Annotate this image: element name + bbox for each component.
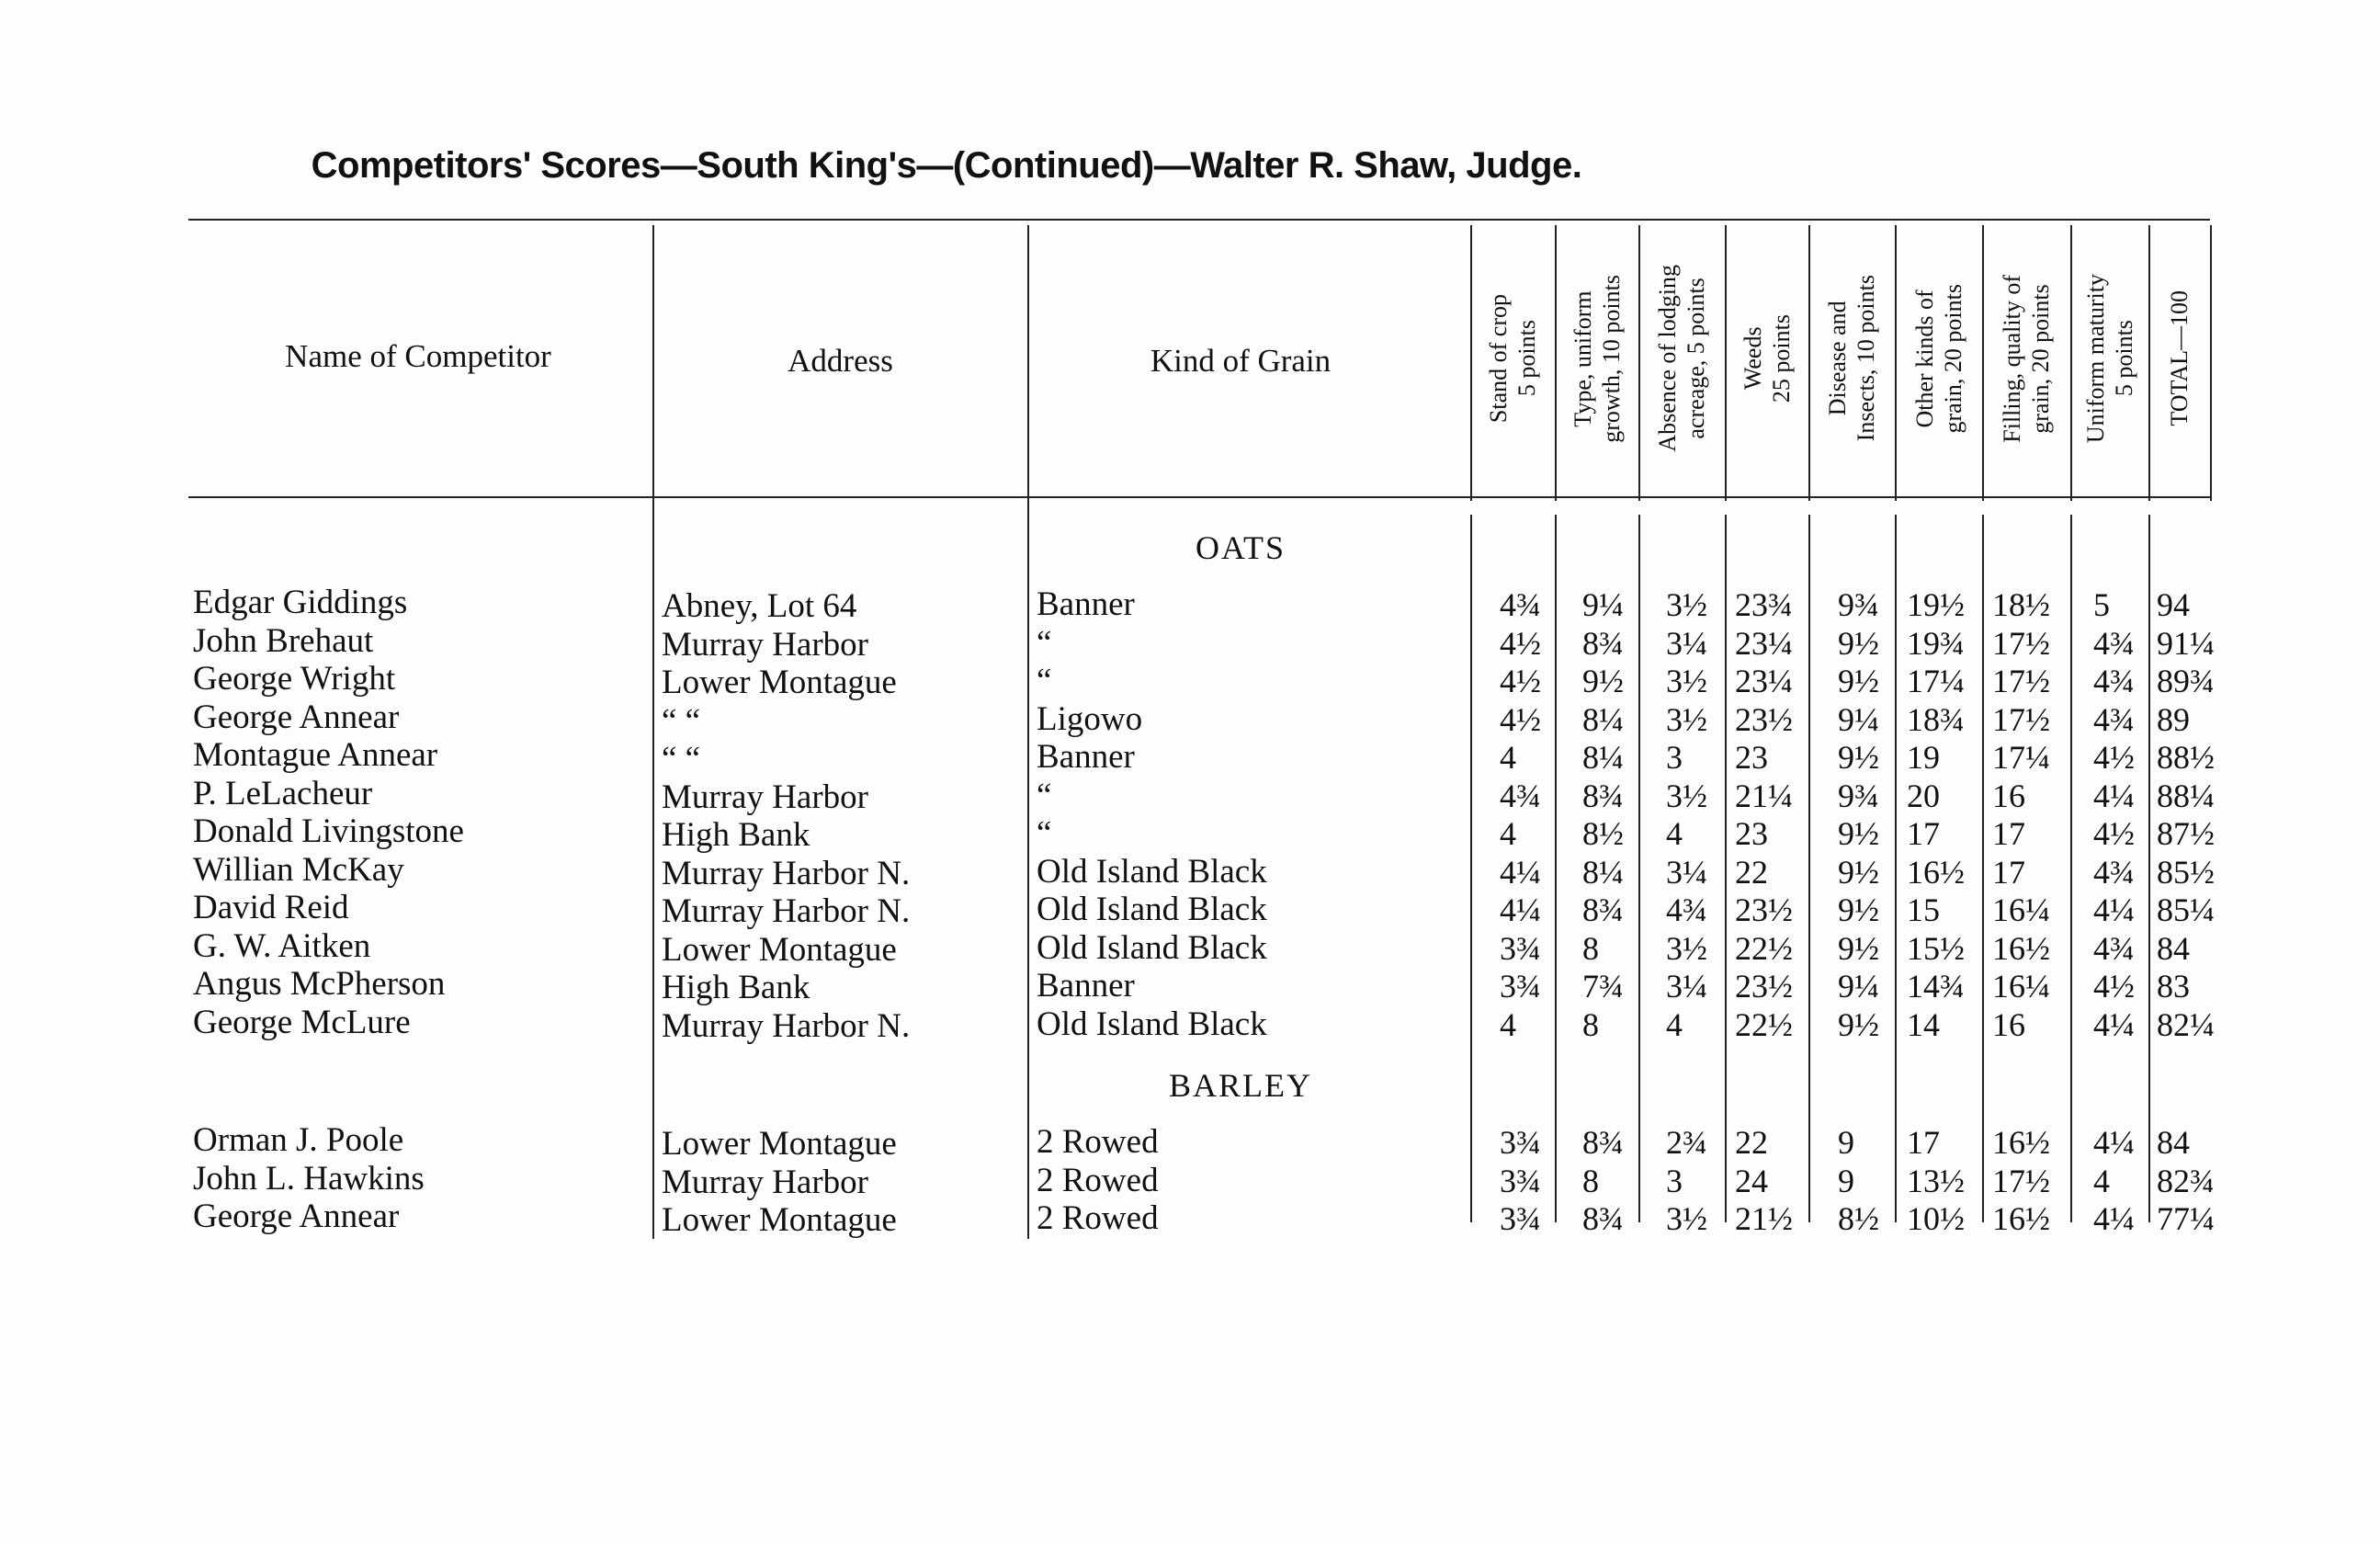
column-rule <box>1808 515 1810 1222</box>
score-cell: 16½ <box>1992 929 2050 967</box>
score-cell: 16 <box>1992 777 2025 814</box>
score-cell: 3½ <box>1666 929 1707 967</box>
score-cell: 9¾ <box>1838 777 1879 814</box>
competitor-name: David Reid <box>193 889 349 926</box>
competitor-name: Angus McPherson <box>193 965 446 1003</box>
grain-kind: Ligowo <box>1037 699 1143 738</box>
grain-kind: Banner <box>1037 585 1135 623</box>
score-cell: 23½ <box>1735 968 1793 1005</box>
grain-kind: 2 Rowed <box>1037 1161 1159 1199</box>
score-cell: 4¾ <box>2093 700 2135 738</box>
score-cell: 9½ <box>1838 624 1879 662</box>
score-cell: 87½ <box>2157 815 2215 852</box>
section-heading: OATS <box>1195 529 1286 566</box>
score-cell: 9¼ <box>1838 968 1879 1005</box>
score-cell: 3¾ <box>1500 1124 1541 1161</box>
score-cell: 9 <box>1838 1124 1854 1161</box>
score-cell: 4¾ <box>1666 891 1707 928</box>
score-column-header <box>2070 221 2148 496</box>
score-cell: 4¼ <box>2093 1200 2135 1237</box>
score-cell: 17½ <box>1992 700 2050 738</box>
score-cell: 17¼ <box>1992 739 2050 776</box>
competitor-name: George Annear <box>193 1198 400 1235</box>
competitor-address: “ “ <box>662 740 701 778</box>
score-cell: 18¾ <box>1907 700 1965 738</box>
score-column-header <box>1638 221 1725 496</box>
competitor-name: Edgar Giddings <box>193 584 408 621</box>
grain-kind: Banner <box>1037 967 1135 1005</box>
score-column-header-line: Stand of crop <box>1485 293 1512 424</box>
score-cell: 16½ <box>1992 1200 2050 1237</box>
column-rule <box>1725 515 1727 1222</box>
score-cell: 23½ <box>1735 700 1793 738</box>
competitor-name: Donald Livingstone <box>193 812 464 850</box>
column-rule <box>1555 515 1557 1222</box>
score-cell: 18½ <box>1992 586 2050 623</box>
header-name: Name of Competitor <box>285 338 551 374</box>
score-cell: 3¼ <box>1666 968 1707 1005</box>
score-cell: 3 <box>1666 1162 1683 1199</box>
competitor-address: Lower Montague <box>662 930 897 969</box>
score-cell: 88½ <box>2157 739 2215 776</box>
score-column-header-line: Insects, 10 points <box>1853 275 1879 442</box>
score-cell: 8¾ <box>1582 1200 1624 1237</box>
score-cell: 15 <box>1907 891 1940 928</box>
grain-kind: 2 Rowed <box>1037 1123 1159 1161</box>
score-cell: 20 <box>1907 777 1940 814</box>
competitor-name: George McLure <box>193 1003 411 1041</box>
score-cell: 3¾ <box>1500 1200 1541 1237</box>
score-cell: 4 <box>1666 815 1683 852</box>
score-cell: 4¾ <box>2093 853 2135 891</box>
column-rule <box>1470 515 1472 1222</box>
score-cell: 4¼ <box>2093 891 2135 928</box>
score-cell: 4 <box>1500 739 1516 776</box>
score-column-header-line: TOTAL—100 <box>2166 290 2193 426</box>
score-cell: 91¼ <box>2157 624 2215 662</box>
score-cell: 17½ <box>1992 624 2050 662</box>
score-cell: 3½ <box>1666 700 1707 738</box>
score-cell: 17 <box>1907 1124 1940 1161</box>
score-cell: 8¾ <box>1582 777 1624 814</box>
score-cell: 8¾ <box>1582 891 1624 928</box>
score-cell: 4 <box>1666 1005 1683 1043</box>
score-cell: 88¼ <box>2157 777 2215 814</box>
competitor-address: Abney, Lot 64 <box>662 587 857 625</box>
score-cell: 3¾ <box>1500 1162 1541 1199</box>
column-rule <box>1638 515 1640 1222</box>
score-column-header-line: 25 points <box>1767 313 1795 403</box>
score-cell: 9½ <box>1838 739 1879 776</box>
score-column-header <box>1895 221 1982 496</box>
score-cell: 9¼ <box>1582 586 1624 623</box>
score-column-header-line: grain, 20 points <box>2027 283 2054 434</box>
score-cell: 4¼ <box>1500 853 1541 891</box>
header-bottom-rule <box>188 496 2210 498</box>
score-cell: 3½ <box>1666 777 1707 814</box>
score-column-header-line: Other kinds of <box>1910 289 1938 428</box>
score-cell: 4½ <box>1500 663 1541 699</box>
score-cell: 16½ <box>1992 1124 2050 1161</box>
score-cell: 8¾ <box>1582 1124 1624 1161</box>
column-rule <box>1895 515 1897 1222</box>
column-rule <box>1982 515 1984 1222</box>
score-cell: 8 <box>1582 1162 1599 1199</box>
header-address: Address <box>788 343 893 379</box>
score-column-header-line: acreage, 5 points <box>1683 278 1709 439</box>
score-cell: 8 <box>1582 1005 1599 1043</box>
score-column-header-line: 5 points <box>2110 320 2137 397</box>
grain-kind: “ <box>1037 623 1052 662</box>
score-cell: 22 <box>1735 1124 1768 1161</box>
competitor-address: “ “ <box>662 701 701 740</box>
score-column-header-line: Filling, quality of <box>1999 274 2025 443</box>
score-cell: 24 <box>1735 1162 1768 1199</box>
score-cell: 16 <box>1992 1005 2025 1043</box>
score-cell: 4 <box>2093 1162 2110 1199</box>
score-cell: 9½ <box>1582 663 1624 699</box>
score-cell: 9½ <box>1838 929 1879 967</box>
score-cell: 3½ <box>1666 586 1707 623</box>
score-cell: 9¼ <box>1838 700 1879 738</box>
score-cell: 17½ <box>1992 1162 2050 1199</box>
competitor-address: Murray Harbor <box>662 625 868 664</box>
score-cell: 94 <box>2157 586 2190 623</box>
score-cell: 23 <box>1735 815 1768 852</box>
competitor-address: Murray Harbor N. <box>662 1006 911 1045</box>
score-cell: 5 <box>2093 586 2110 623</box>
score-column-header <box>1725 221 1808 496</box>
score-cell: 16¼ <box>1992 891 2050 928</box>
score-cell: 4¼ <box>2093 1005 2135 1043</box>
score-cell: 3½ <box>1666 1200 1707 1237</box>
score-cell: 8½ <box>1838 1200 1879 1237</box>
score-cell: 19 <box>1907 739 1940 776</box>
score-cell: 21½ <box>1735 1200 1793 1237</box>
score-cell: 23½ <box>1735 891 1793 928</box>
score-cell: 23¼ <box>1735 624 1793 662</box>
score-cell: 82¾ <box>2157 1162 2215 1199</box>
score-cell: 8½ <box>1582 815 1624 852</box>
score-column-header <box>1982 221 2070 496</box>
score-column-header-line: Type, uniform <box>1569 290 1596 427</box>
score-cell: 22½ <box>1735 1005 1793 1043</box>
competitor-address: Lower Montague <box>662 1201 897 1239</box>
score-cell: 8 <box>1582 929 1599 967</box>
score-column-header <box>1808 221 1895 496</box>
score-cell: 2¾ <box>1666 1124 1707 1161</box>
score-cell: 8¼ <box>1582 739 1624 776</box>
score-cell: 3½ <box>1666 663 1707 699</box>
competitor-name: John L. Hawkins <box>193 1159 425 1198</box>
score-cell: 9½ <box>1838 891 1879 928</box>
competitor-name: G. W. Aitken <box>193 926 371 965</box>
score-cell: 19½ <box>1907 586 1965 623</box>
score-cell: 16½ <box>1907 853 1965 891</box>
score-cell: 84 <box>2157 929 2190 967</box>
grain-kind: “ <box>1037 814 1052 852</box>
grain-kind: “ <box>1037 776 1052 814</box>
competitor-address: Murray Harbor <box>662 1163 868 1201</box>
score-cell: 82¼ <box>2157 1005 2215 1043</box>
grain-kind: Old Island Black <box>1037 928 1267 967</box>
score-cell: 4½ <box>2093 968 2135 1005</box>
score-cell: 16¼ <box>1992 968 2050 1005</box>
score-cell: 9½ <box>1838 815 1879 852</box>
score-cell: 4¾ <box>1500 586 1541 623</box>
score-cell: 17 <box>1992 853 2025 891</box>
score-column-header-line: Disease and <box>1824 301 1851 416</box>
score-cell: 8¼ <box>1582 853 1624 891</box>
score-cell: 17½ <box>1992 663 2050 699</box>
competitor-address: Murray Harbor N. <box>662 854 911 892</box>
score-cell: 22 <box>1735 853 1768 891</box>
score-cell: 19¾ <box>1907 624 1965 662</box>
score-cell: 15½ <box>1907 929 1965 967</box>
score-cell: 21¼ <box>1735 777 1793 814</box>
score-cell: 4¾ <box>2093 929 2135 967</box>
score-cell: 14 <box>1907 1005 1940 1043</box>
score-column-header-line: Uniform maturity <box>2081 273 2109 444</box>
score-cell: 4½ <box>2093 815 2135 852</box>
competitor-name: Montague Annear <box>193 736 438 774</box>
score-cell: 7¾ <box>1582 968 1624 1005</box>
score-cell: 22½ <box>1735 929 1793 967</box>
score-cell: 23¼ <box>1735 663 1793 699</box>
competitor-name: Willian McKay <box>193 850 404 889</box>
grain-kind: “ <box>1037 662 1052 699</box>
score-cell: 4 <box>1500 1005 1516 1043</box>
score-cell: 14¾ <box>1907 968 1965 1005</box>
score-cell: 4¾ <box>1500 777 1541 814</box>
score-cell: 8¾ <box>1582 624 1624 662</box>
score-cell: 9 <box>1838 1162 1854 1199</box>
score-column-header-line: 5 points <box>1513 320 1540 397</box>
section-heading: BARLEY <box>1169 1067 1312 1104</box>
score-cell: 3¼ <box>1666 624 1707 662</box>
score-cell: 4½ <box>1500 700 1541 738</box>
competitor-name: P. LeLacheur <box>193 774 373 812</box>
score-cell: 83 <box>2157 968 2190 1005</box>
grain-kind: 2 Rowed <box>1037 1199 1159 1237</box>
competitor-address: High Bank <box>662 816 810 854</box>
score-cell: 17¼ <box>1907 663 1965 699</box>
score-column-header-line: growth, 10 points <box>1597 274 1625 443</box>
score-cell: 77¼ <box>2157 1200 2215 1237</box>
score-column-header <box>1470 221 1555 496</box>
score-cell: 4¾ <box>2093 663 2135 699</box>
score-cell: 3¾ <box>1500 929 1541 967</box>
score-cell: 4½ <box>1500 624 1541 662</box>
score-cell: 3¾ <box>1500 968 1541 1005</box>
score-column-header-line: Absence of lodging <box>1654 265 1681 452</box>
competitor-name: George Annear <box>193 698 400 736</box>
score-cell: 4¾ <box>2093 624 2135 662</box>
score-cell: 23 <box>1735 739 1768 776</box>
score-cell: 4¼ <box>2093 777 2135 814</box>
score-cell: 89 <box>2157 700 2190 738</box>
score-cell: 9½ <box>1838 853 1879 891</box>
grain-kind: Banner <box>1037 738 1135 776</box>
page-title: Competitors' Scores—South King's—(Continued)—Walter R. Shaw, Judge. <box>311 145 1582 186</box>
competitor-address: Lower Montague <box>662 1125 897 1163</box>
competitor-name: John Brehaut <box>193 621 374 660</box>
score-cell: 4¼ <box>2093 1124 2135 1161</box>
score-cell: 4 <box>1500 815 1516 852</box>
competitor-address: Murray Harbor <box>662 778 868 816</box>
column-rule <box>2070 515 2072 1222</box>
score-cell: 8¼ <box>1582 700 1624 738</box>
score-cell: 84 <box>2157 1124 2190 1161</box>
header-grain: Kind of Grain <box>1150 343 1332 379</box>
score-column-header <box>1555 221 1638 496</box>
competitor-address: Murray Harbor N. <box>662 892 911 930</box>
competitor-name: Orman J. Poole <box>193 1121 404 1159</box>
column-rule <box>2148 515 2150 1222</box>
grain-kind: Old Island Black <box>1037 852 1267 891</box>
score-cell: 85½ <box>2157 853 2215 891</box>
score-cell: 9¾ <box>1838 586 1879 623</box>
score-cell: 13½ <box>1907 1162 1965 1199</box>
score-cell: 85¼ <box>2157 891 2215 928</box>
score-cell: 10½ <box>1907 1200 1965 1237</box>
score-cell: 4½ <box>2093 739 2135 776</box>
score-column-header <box>2148 221 2210 496</box>
score-cell: 89¾ <box>2157 663 2215 699</box>
score-cell: 23¾ <box>1735 586 1793 623</box>
grain-kind: Old Island Black <box>1037 1005 1267 1043</box>
score-cell: 17 <box>1992 815 2025 852</box>
grain-kind: Old Island Black <box>1037 891 1267 928</box>
score-cell: 3¼ <box>1666 853 1707 891</box>
score-cell: 17 <box>1907 815 1940 852</box>
score-cell: 3 <box>1666 739 1683 776</box>
score-column-header-line: grain, 20 points <box>1939 283 1966 434</box>
competitor-address: Lower Montague <box>662 664 897 701</box>
column-rule <box>2210 225 2212 501</box>
score-cell: 9½ <box>1838 1005 1879 1043</box>
score-cell: 4¼ <box>1500 891 1541 928</box>
score-column-header-line: Weeds <box>1739 326 1766 391</box>
competitor-address: High Bank <box>662 969 810 1006</box>
competitor-name: George Wright <box>193 660 396 698</box>
score-cell: 9½ <box>1838 663 1879 699</box>
